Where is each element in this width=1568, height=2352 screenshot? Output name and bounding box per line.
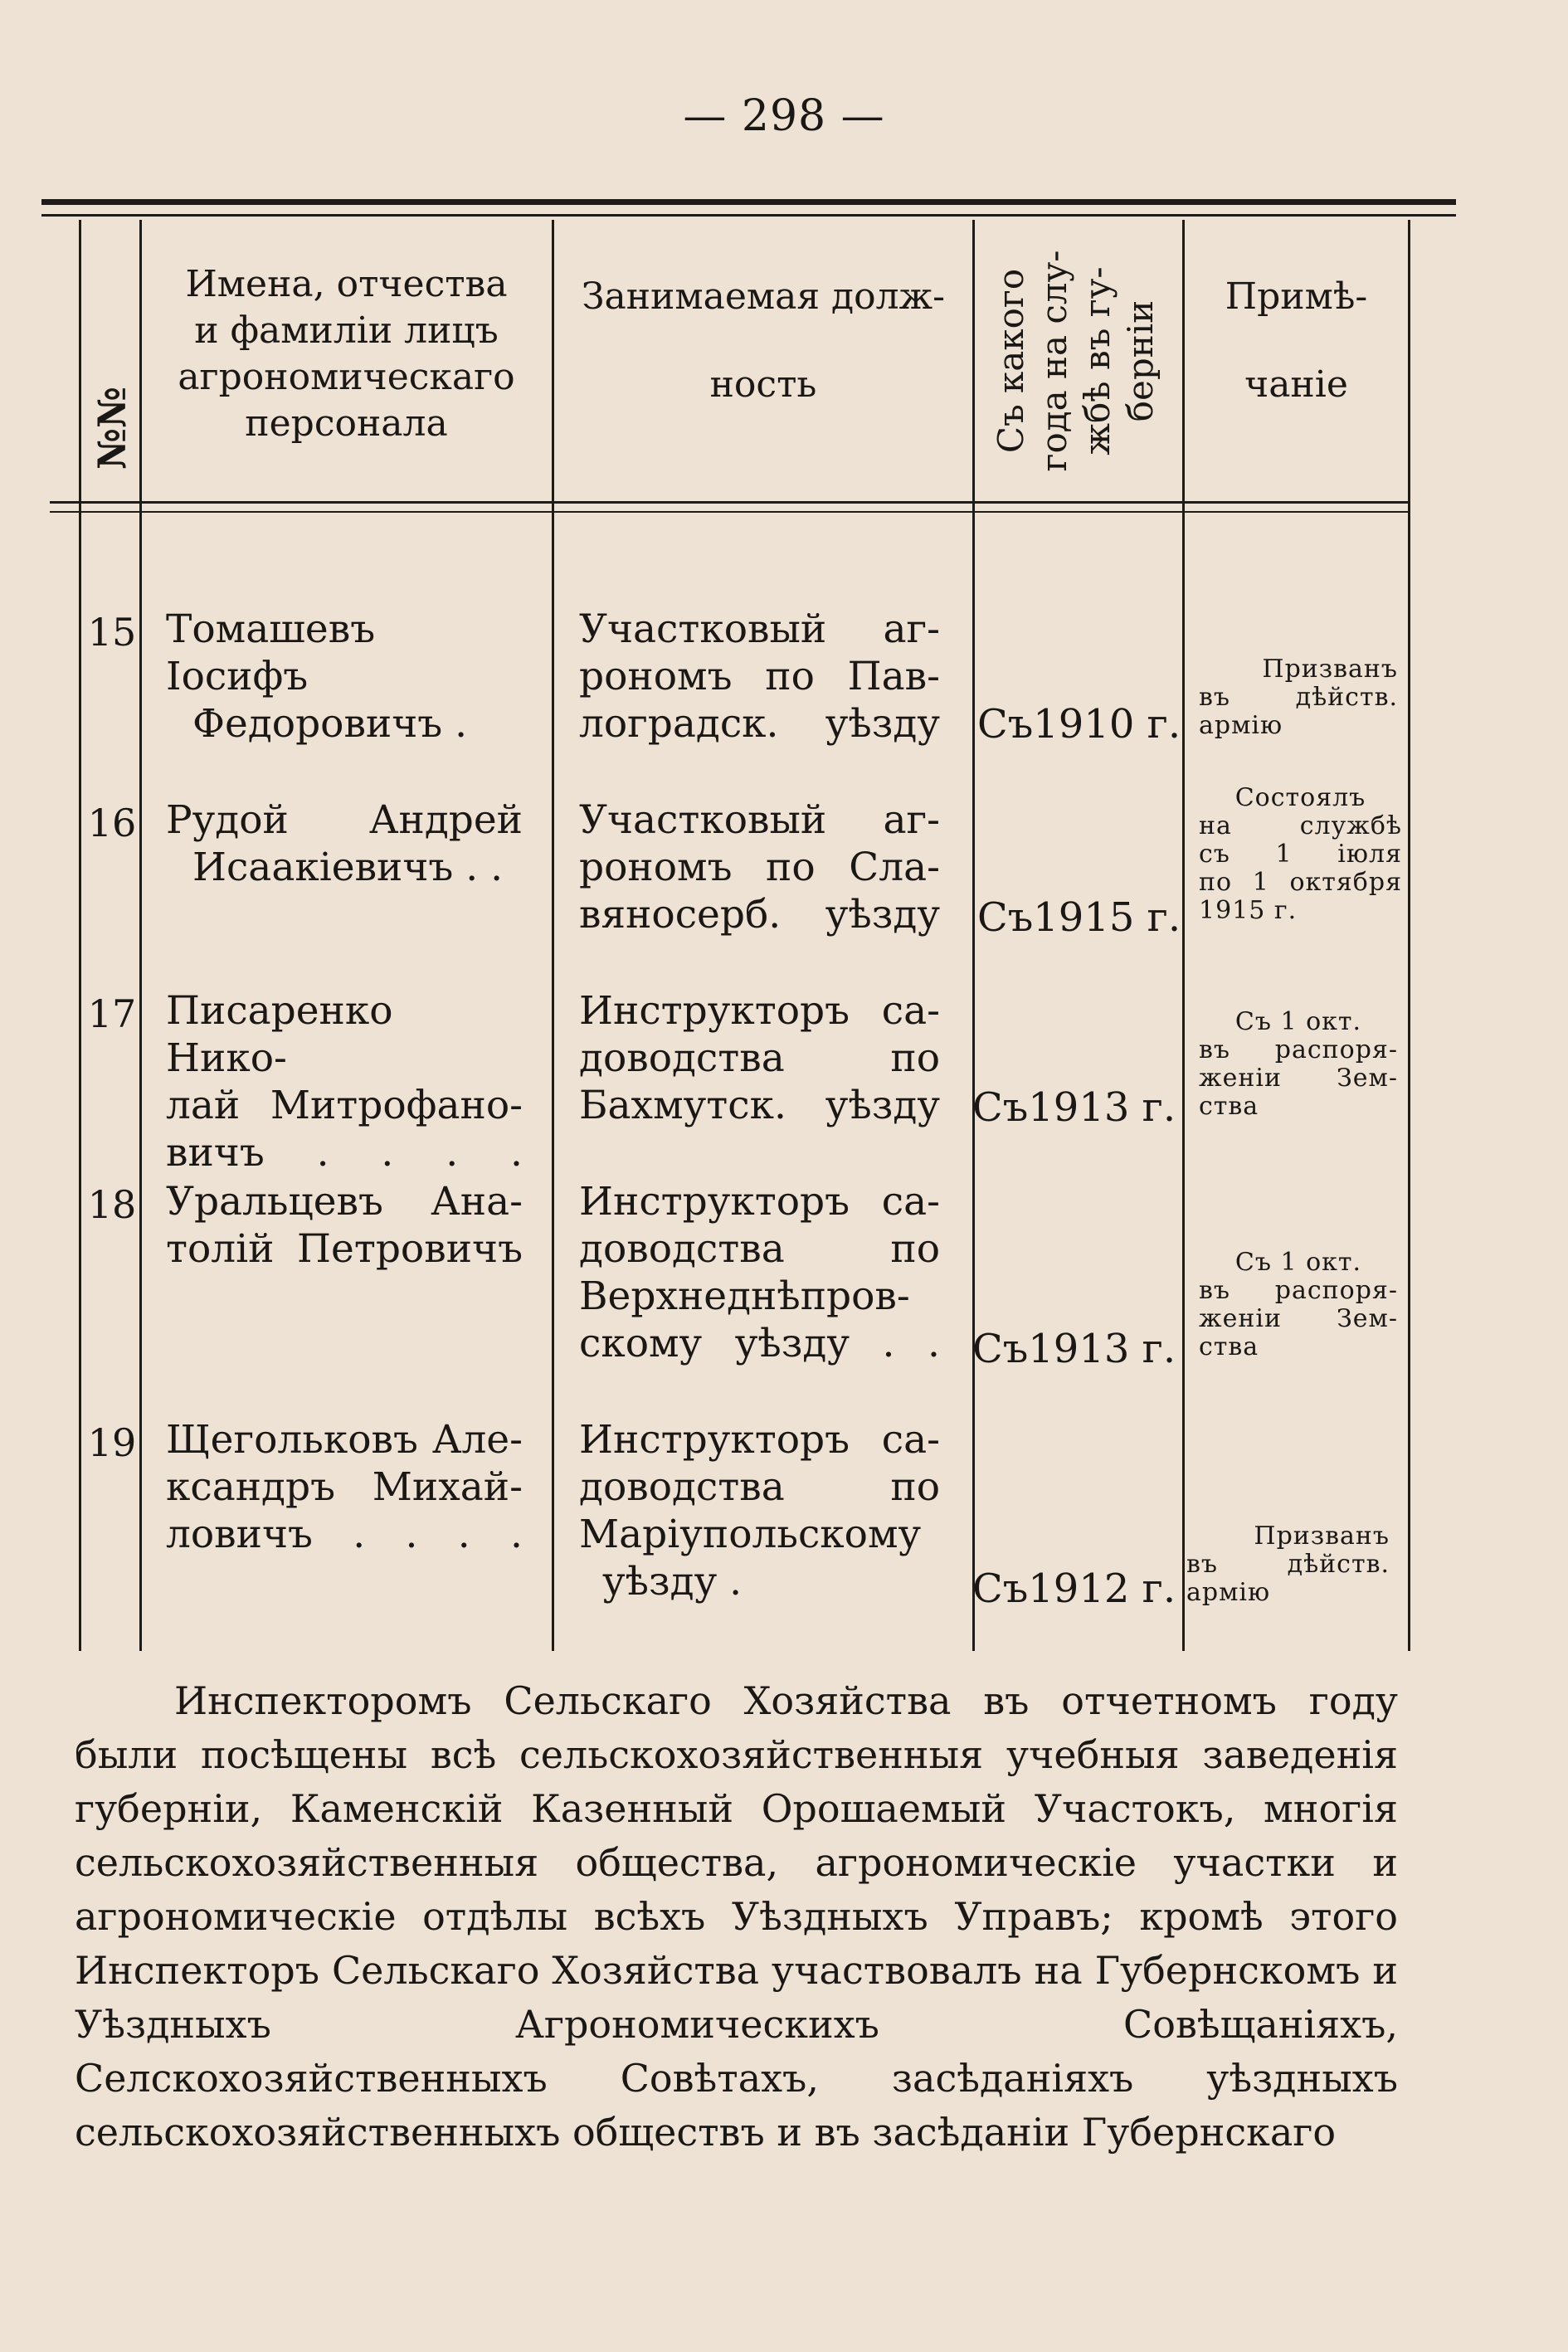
row-number: 17 — [87, 991, 137, 1036]
row-position-line: уѣзду . — [602, 1559, 743, 1605]
page-number: — 298 — — [683, 91, 885, 141]
row-note-line: въ распоря- — [1199, 1035, 1398, 1064]
row-note — [1199, 655, 1398, 740]
row-name-line: Федоровичъ . — [192, 701, 468, 747]
header-position-line: ность — [709, 363, 817, 406]
row-position-line: вяносерб. уѣзду — [579, 892, 940, 937]
row-position-line: Верхнеднѣпров- — [579, 1273, 910, 1319]
row-position — [579, 1416, 940, 1605]
row-note-line: по 1 октября — [1199, 868, 1402, 897]
row-position-line: доводства по — [579, 1226, 940, 1272]
row-note-line: армію — [1186, 1578, 1271, 1607]
row-position-line: Инструкторъ са- — [579, 1179, 940, 1225]
header-name-line: Имена, отчества — [185, 263, 508, 305]
header-position-line: Занимаемая долж- — [582, 275, 945, 318]
row-note-line: армію — [1199, 711, 1283, 740]
table-top-rule — [41, 199, 1456, 205]
row-note-line: Призванъ — [1254, 1522, 1390, 1551]
row-name — [166, 796, 523, 891]
row-note-line: Съ 1 окт. — [1234, 1248, 1362, 1277]
row-name-line: ловичъ . . . . — [166, 1512, 523, 1557]
row-name-line: лай Митрофано- — [166, 1083, 523, 1128]
row-position — [579, 1178, 940, 1367]
row-note-line: Состоялъ — [1234, 783, 1366, 812]
row-name-line: Томашевъ Iосифъ — [166, 606, 376, 699]
row-name-line: толій Петровичъ — [166, 1226, 523, 1272]
row-note — [1199, 1249, 1398, 1361]
row-note-line: ства — [1199, 1332, 1259, 1361]
row-note — [1199, 1008, 1398, 1121]
row-number: 16 — [87, 801, 137, 845]
row-name-line: Писаренко Нико- — [166, 988, 393, 1081]
header-note-line: Примѣ- — [1225, 275, 1368, 318]
row-name-line: Рудой Андрей — [166, 797, 523, 843]
table-top-rule-thin — [41, 214, 1456, 217]
row-position-line: Участковый аг- — [579, 606, 940, 652]
header-position — [568, 274, 958, 408]
row-name-line: вичъ . . . . — [166, 1130, 523, 1176]
row-note-line: на службѣ — [1199, 811, 1402, 840]
header-name — [158, 261, 535, 447]
row-name — [166, 987, 523, 1176]
header-year — [990, 232, 1164, 489]
column-line-left — [79, 220, 81, 1651]
row-name-line: Уральцевъ Ана- — [166, 1179, 523, 1225]
row-number: 15 — [87, 610, 137, 655]
row-position-line: Инструкторъ са- — [579, 1417, 940, 1463]
header-note-line: чаніе — [1244, 363, 1348, 406]
header-year-line: Съ какого — [991, 268, 1031, 454]
row-year: Съ1913 г. — [972, 1326, 1176, 1372]
row-position-line: доводства по — [579, 1035, 940, 1081]
row-year: Съ1913 г. — [972, 1084, 1176, 1131]
column-line-year — [1182, 220, 1185, 1651]
row-name — [166, 1416, 523, 1558]
row-position-line: рономъ по Сла- — [579, 845, 940, 890]
row-position-line: Участковый аг- — [579, 797, 940, 843]
row-note-line: въ распоря- — [1199, 1276, 1398, 1305]
row-note — [1186, 1522, 1390, 1607]
row-position-line: Маріупольскому — [579, 1512, 922, 1557]
header-name-line: и фамилiи лицъ — [194, 309, 499, 352]
header-bottom-rule-thin — [50, 511, 1410, 513]
row-position-line: доводства по — [579, 1464, 940, 1510]
header-name-line: персонала — [245, 402, 448, 445]
header-name-line: агрономическаго — [178, 356, 515, 398]
row-name-line: ксандръ Михай- — [166, 1464, 523, 1510]
row-note-line: 1915 г. — [1199, 896, 1298, 925]
row-note-line: съ 1 іюля — [1199, 840, 1402, 869]
column-line-name — [552, 220, 554, 1651]
row-note-line: въ дѣйств. — [1199, 683, 1398, 712]
row-year: Съ1915 г. — [977, 894, 1181, 941]
row-year: Съ1910 г. — [977, 701, 1181, 747]
row-position-line: рономъ по Пав- — [579, 654, 940, 699]
body-paragraph: Инспекторомъ Сельскаго Хозяйства въ отчетномъ году были посѣщены всѣ сельскохозяйственныя учебныя заведенія губерніи, Каменскій Казенный Орошаемый Участокъ, многія сельскохозяйственныя общества, агрономическіе участки и агрономическіе отдѣлы всѣхъ Уѣздныхъ Управъ; кромѣ этого Инспекторъ Сельскаго Хозяйства участвовалъ на Губернскомъ и Уѣздныхъ Агрономическихъ Совѣщаніяхъ, Селскохозяйственныхъ Совѣтахъ, засѣданіяхъ уѣздныхъ сельскохозяйственныхъ обществъ и въ засѣданіи Губернскаго — [75, 1678, 1398, 2155]
row-position — [579, 796, 940, 938]
row-number: 18 — [87, 1182, 137, 1227]
row-position — [579, 987, 940, 1129]
header-num-text: №№ — [90, 387, 134, 470]
row-name — [166, 1178, 523, 1273]
row-name-line: Щегольковъ Але- — [166, 1417, 523, 1463]
row-position-line: Бахмутск. уѣзду — [579, 1083, 940, 1128]
column-line-position — [972, 220, 975, 1651]
column-line-right — [1408, 220, 1410, 1651]
row-position-line: Инструкторъ са- — [579, 988, 940, 1034]
row-note-line: въ дѣйств. — [1186, 1550, 1390, 1579]
row-note — [1199, 784, 1402, 925]
row-position-line: скому уѣзду . . — [579, 1321, 940, 1366]
header-note — [1195, 274, 1398, 408]
row-position — [579, 606, 940, 747]
header-year-line: жбѣ въ гу- — [1077, 266, 1118, 455]
row-note-line: Призванъ — [1262, 655, 1398, 684]
row-note-line: Съ 1 окт. — [1234, 1007, 1362, 1036]
row-number: 19 — [87, 1420, 137, 1465]
row-note-line: женіи Зем- — [1199, 1304, 1398, 1333]
row-note-line: женіи Зем- — [1199, 1064, 1398, 1093]
header-year-line: берніи — [1120, 299, 1161, 422]
row-year: Съ1912 г. — [972, 1566, 1176, 1612]
header-num — [90, 358, 134, 499]
row-position-line: лоградск. уѣзду — [579, 701, 940, 747]
row-name-line: Исаакіевичъ . . — [192, 845, 504, 890]
row-name — [166, 606, 523, 747]
header-year-line: года на слу- — [1034, 250, 1074, 472]
header-bottom-rule — [50, 501, 1410, 504]
row-note-line: ства — [1199, 1092, 1259, 1121]
